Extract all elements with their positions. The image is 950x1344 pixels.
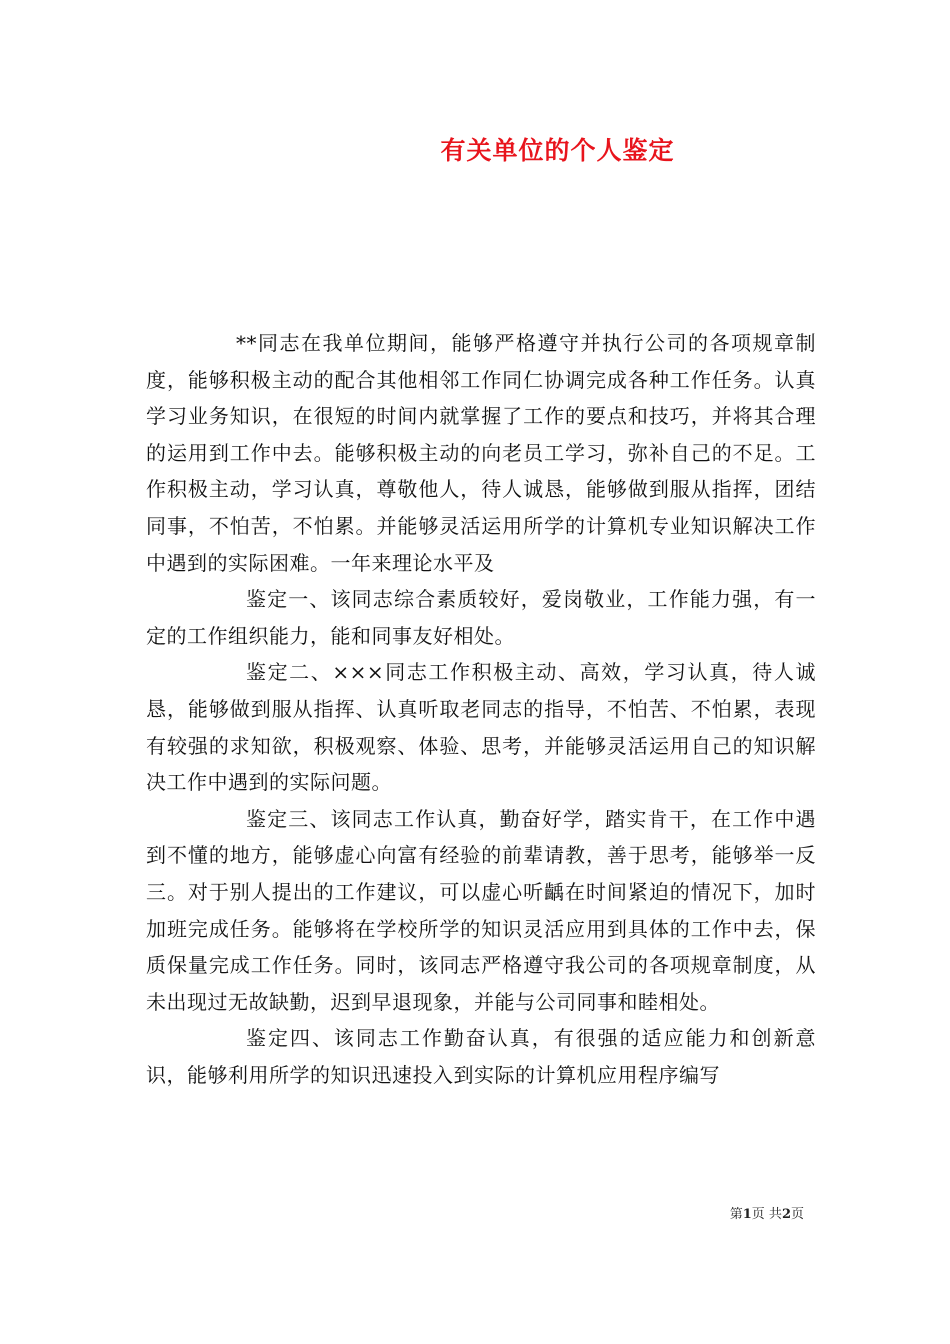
footer-prefix: 第 — [729, 1207, 743, 1222]
footer-total-pages: 2 — [781, 1207, 791, 1222]
paragraph-appraisal-3: 鉴定三、该同志工作认真，勤奋好学，踏实肯干，在工作中遇到不懂的地方，能够虚心向富有经验的前辈请教，善于思考，能够举一反三。对于别人提出的工作建议，可以虚心听齲在时间紧迫的情况下，加时加班完成任务。能够将在学校所学的知识灵活应用到具体的工作中去，保质保量完成工作任务。同时，该同志严格遵守我公司的各项规章制度，从未出现过无故缺勤，迟到早退现象，并能与公司同事和睦相处。 — [146, 806, 816, 1014]
document-body — [146, 325, 816, 1093]
page-number-footer — [730, 1203, 804, 1222]
paragraph-appraisal-2: 鉴定二、×××同志工作积极主动、高效，学习认真，待人诚恳，能够做到服从指挥、认真听取老同志的指导，不怕苦、不怕累，表现有较强的求知欲，积极观察、体验、思考，并能够灵活运用自己的知识解决工作中遇到的实际问题。 — [146, 660, 816, 795]
document-title: 有关单位的个人鉴定 — [440, 136, 675, 165]
paragraph-intro: **同志在我单位期间，能够严格遵守并执行公司的各项规章制度，能够积极主动的配合其他相邻工作同仁协调完成各种工作任务。认真学习业务知识，在很短的时间内就掌握了工作的要点和技巧，并将其合理的运用到工作中去。能够积极主动的向老员工学习，弥补自己的不足。工作积极主动，学习认真，尊敬他人，待人诚恳，能够做到服从指挥，团结同事，不怕苦，不怕累。并能够灵活运用所学的计算机专业知识解决工作中遇到的实际困难。一年来理论水平及 — [146, 331, 816, 575]
paragraph-appraisal-4: 鉴定四、该同志工作勤奋认真，有很强的适应能力和创新意识，能够利用所学的知识迅速投入到实际的计算机应用程序编写 — [146, 1026, 816, 1087]
footer-current-page: 1 — [742, 1207, 752, 1222]
footer-middle: 页 共 — [751, 1207, 782, 1222]
paragraph-appraisal-1: 鉴定一、该同志综合素质较好，爱岗敬业，工作能力强，有一定的工作组织能力，能和同事友好相处。 — [146, 587, 816, 648]
footer-suffix: 页 — [790, 1207, 804, 1222]
